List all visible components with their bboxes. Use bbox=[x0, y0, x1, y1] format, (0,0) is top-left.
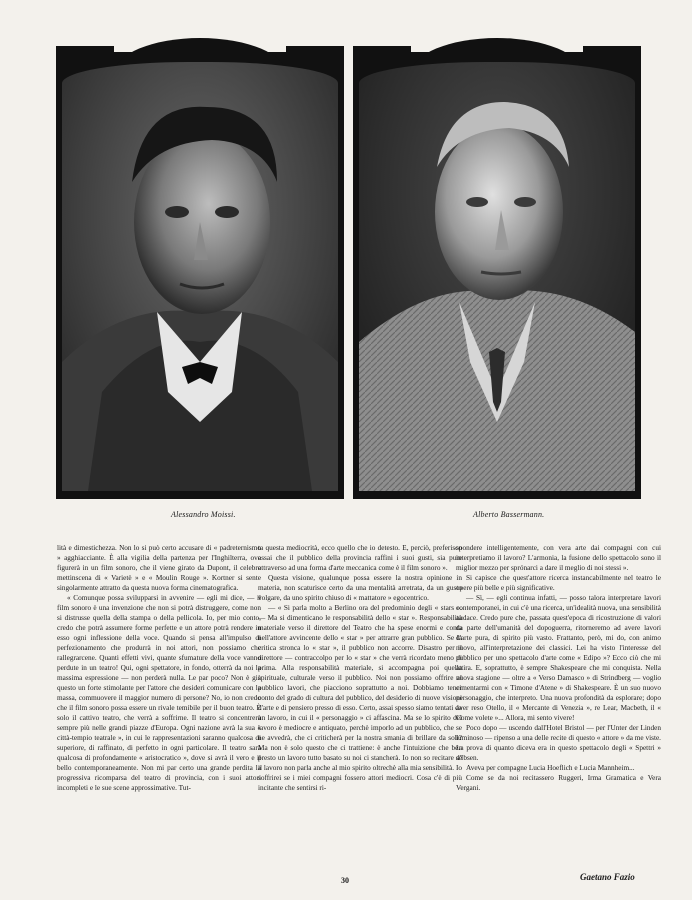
paragraph: Come se da noi recitassero Ruggeri, Irma Gramatica e Vera Vergani. bbox=[456, 774, 661, 792]
portrait-bassermann-image bbox=[359, 62, 635, 491]
paragraph: Si capisce che quest'attore ricerca instancabilmente nel teatro le opere più belle e più significative. bbox=[456, 574, 661, 592]
photo-frame-moissi bbox=[56, 52, 344, 499]
paragraph: « Comunque possa svilupparsi in avvenire — egli mi dice, — il film sonoro è una invenzione che non si potrà distruggere, come non si distrusse quella della stampa o della pellicola. Io, per mio conto, credo che potrà assumere forme perfette e un attore potrà rendere in esso ogni inflessione della voce. Quando si pensa all'impulso di perfezionamento che produrrà in noi attori, non possiamo che rallegrarcene. Quanti effetti vivi, quante sfumature della voce vanno perdute in un teatro! Qui, ogni spettatore, in fondo, otterrà da noi la massima espressione — non perderà nulla. Le par poco? Non è già questo un forte stimolante per l'attore che desideri comunicare con la massa, commuovere il maggior numero di persone? No, io non credo che il film sonoro possa essere un rivale temibile per il buon teatro. È solo il cattivo teatro, che verrà a soffrirne. Il teatro si concentrerà sempre più nelle grandi piazze d'Europa. Ogni nazione avrà la sua « città-tempio teatrale », in cui le rappresentazioni saranno qualcosa di superiore, di raffinato, di perfetto in ogni particolare. Il teatro sarà qualcosa di profondamente « aristocratico », dove si avrà il vero e il bello contemporaneamente. Non mi par certo una grande perdita la progressiva ricomparsa del teatro di provincia, con i suoi attori incompleti e le sue scene approssimative. Tut- bbox=[57, 594, 261, 792]
photo-moissi bbox=[62, 62, 338, 491]
caption-moissi: Alessandro Moissi. bbox=[171, 510, 236, 519]
page-number: 30 bbox=[341, 876, 349, 885]
author-signature: Gaetano Fazio bbox=[580, 872, 635, 882]
paragraph: Aveva per compagne Lucia Hoeflich e Lucia Mannheim... bbox=[466, 764, 635, 772]
paragraph: ta questa mediocrità, ecco quello che io detesto. E, perciò, preferisco assai che il pubblico della provincia raffini i suoi gusti, sia pure attraverso ad una forma d'arte meccanica come è il film sonoro ». bbox=[258, 544, 462, 572]
text-column-3 bbox=[456, 543, 661, 881]
text-column-2 bbox=[258, 543, 462, 881]
photo-bassermann bbox=[359, 62, 635, 491]
caption-bassermann: Alberto Bassermann. bbox=[473, 510, 545, 519]
paragraph: Poco dopo — uscendo dall'Hotel Bristol — per l'Unter der Linden luminoso — ripenso a una delle recite di questo « attore » da me viste. La prova di quanto diceva era in questo spettacolo degli « Spettri » d'Ibsen. bbox=[456, 724, 661, 762]
paragraph: lità e dimestichezza. Non lo si può certo accusare di « padreternismo » agghiacciante. È alla vigilia della partenza per l'Inghilterra, ove figurerà in un film sonoro, che il viene girato da Dupont, il celebre mettinscena di « Varietè » e « Moulin Rouge ». Kortner si sente singolarmente attratto da questa nuova forma cinematografica. bbox=[57, 544, 261, 592]
text-column-1 bbox=[57, 543, 261, 881]
paragraph: spondere intelligentemente, con vera arte dai compagni con cui interpretiamo il lavoro? L'armonia, la fusione dello spettacolo sono il miglior mezzo per sprónarci a dare il meglio di noi stessi ». bbox=[456, 544, 661, 572]
portrait-moissi-image bbox=[62, 62, 338, 491]
paragraph: — « Si parla molto a Berlino ora del predominio degli « stars ». — Ma si dimenticano le responsabilità dello « star ». Responsabilità materiale verso il direttore del Teatro che ha spese enormi e conta nell'attore avvincente dello « star » per attrarre gran pubblico. Se la critica stronca lo « star », il pubblico non accorre. Disastro per il direttore — contraccolpo per lo « star » che verrà ricordato meno di prima. Alla responsabilità materiale, si accompagna poi quella spirituale, culturale verso il pubblico. Noi non possiamo offrire al pubblico lavori, che piacciono soprattutto a noi. Dobbiamo tener conto del grado di cultura del pubblico, del desiderio di nuove visioni d'arte e di pensiero presso di esso. Certo, assai spesso siamo tentati da un lavoro, in cui il « personaggio » ci affascina. Ma se lo spirito del lavoro è mediocre e antiquato, perchè imporlo ad un pubblico, che se ne avvedrà, che ci criticherà per la nostra smania di brillare da soli? Ma non è solo questo che ci trattiene: è anche l'intuizione che ben presto un lavoro tutto basato su noi ci stancherà. Io non so recitare se il lavoro non parla anche al mio spirito oltrechè alla mia sensibilità. Io soffrirei se i miei compagni fossero attori mediocri. Cosa c'è di più incitante che sentirsi ri- bbox=[258, 604, 462, 792]
photo-frame-bassermann bbox=[353, 52, 641, 499]
paragraph: — Sì, — egli continua infatti, — posso talora interpretare lavori contemporanei, in cui c'è una ricerca, un'idealità nuova, una sensibilità audace. Credo pure che, passata quest'epoca di ricostruzione di valori da parte dell'umanità del dopoguerra, ritorneremo ad avere lavori d'arte pura, di spirito più vasto. Frattanto, però, mi do, con animo nuovo, all'interpretazione dei classici. Lei ha visto l'interesse del pubblico per uno spettacolo d'arte come « Edipo »? Ecco ciò che mi attira. E, soprattutto, è sempre Shakespeare che mi conquista. Nella nuova stagione — oltre a « Verso Damasco » di Strindberg — voglio cimentarmi con « Timone d'Atene » di Shakespeare. È un suo nuovo personaggio, che interpreto. Una nuova profondità da esplorare; dopo aver reso Otello, il « Mercante di Venezia », re Lear, Macbeth, il « Come volete »... Allora, mi sento vivere! bbox=[456, 594, 661, 722]
paragraph: Questa visione, qualunque possa essere la nostra opinione in materia, non scaturisce certo da una mentalità arretrata, da un gusto volgare, da uno spirito chiuso di « mattatore » egocentrico. bbox=[258, 574, 462, 602]
